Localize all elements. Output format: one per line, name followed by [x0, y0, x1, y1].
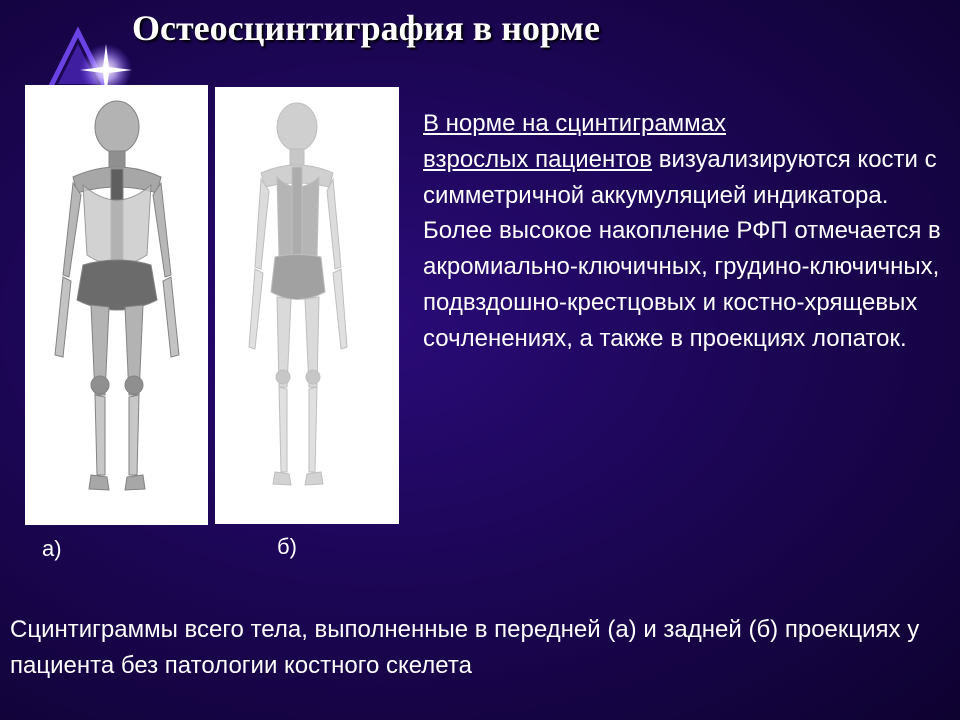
- scintigram-posterior-image: [215, 87, 399, 524]
- description-underlined-line-2: взрослых пациентов: [423, 145, 653, 173]
- description-underlined-line-1: В норме на сцинтиграммах: [423, 110, 727, 137]
- slide-title: Остеосцинтиграфия в норме: [132, 8, 600, 48]
- scintigram-anterior-image: [25, 85, 208, 525]
- scan-a-label: а): [42, 536, 62, 561]
- scan-b-label: б): [277, 534, 297, 559]
- footer-caption: Сцинтиграммы всего тела, выполненные в передней (а) и задней (б) проекциях у пациента без патологии костного скелета: [10, 616, 920, 679]
- description-text: [423, 106, 948, 357]
- description-rest: визуализируются кости с симметричной аккумуляцией индикатора. Более высокое накопление РФП отмечается в акромиально-ключичных, грудино-ключичных, подвздошно-крестцовых и костно-хрящевых сочленениях, а также в проекциях лопаток.: [423, 145, 941, 352]
